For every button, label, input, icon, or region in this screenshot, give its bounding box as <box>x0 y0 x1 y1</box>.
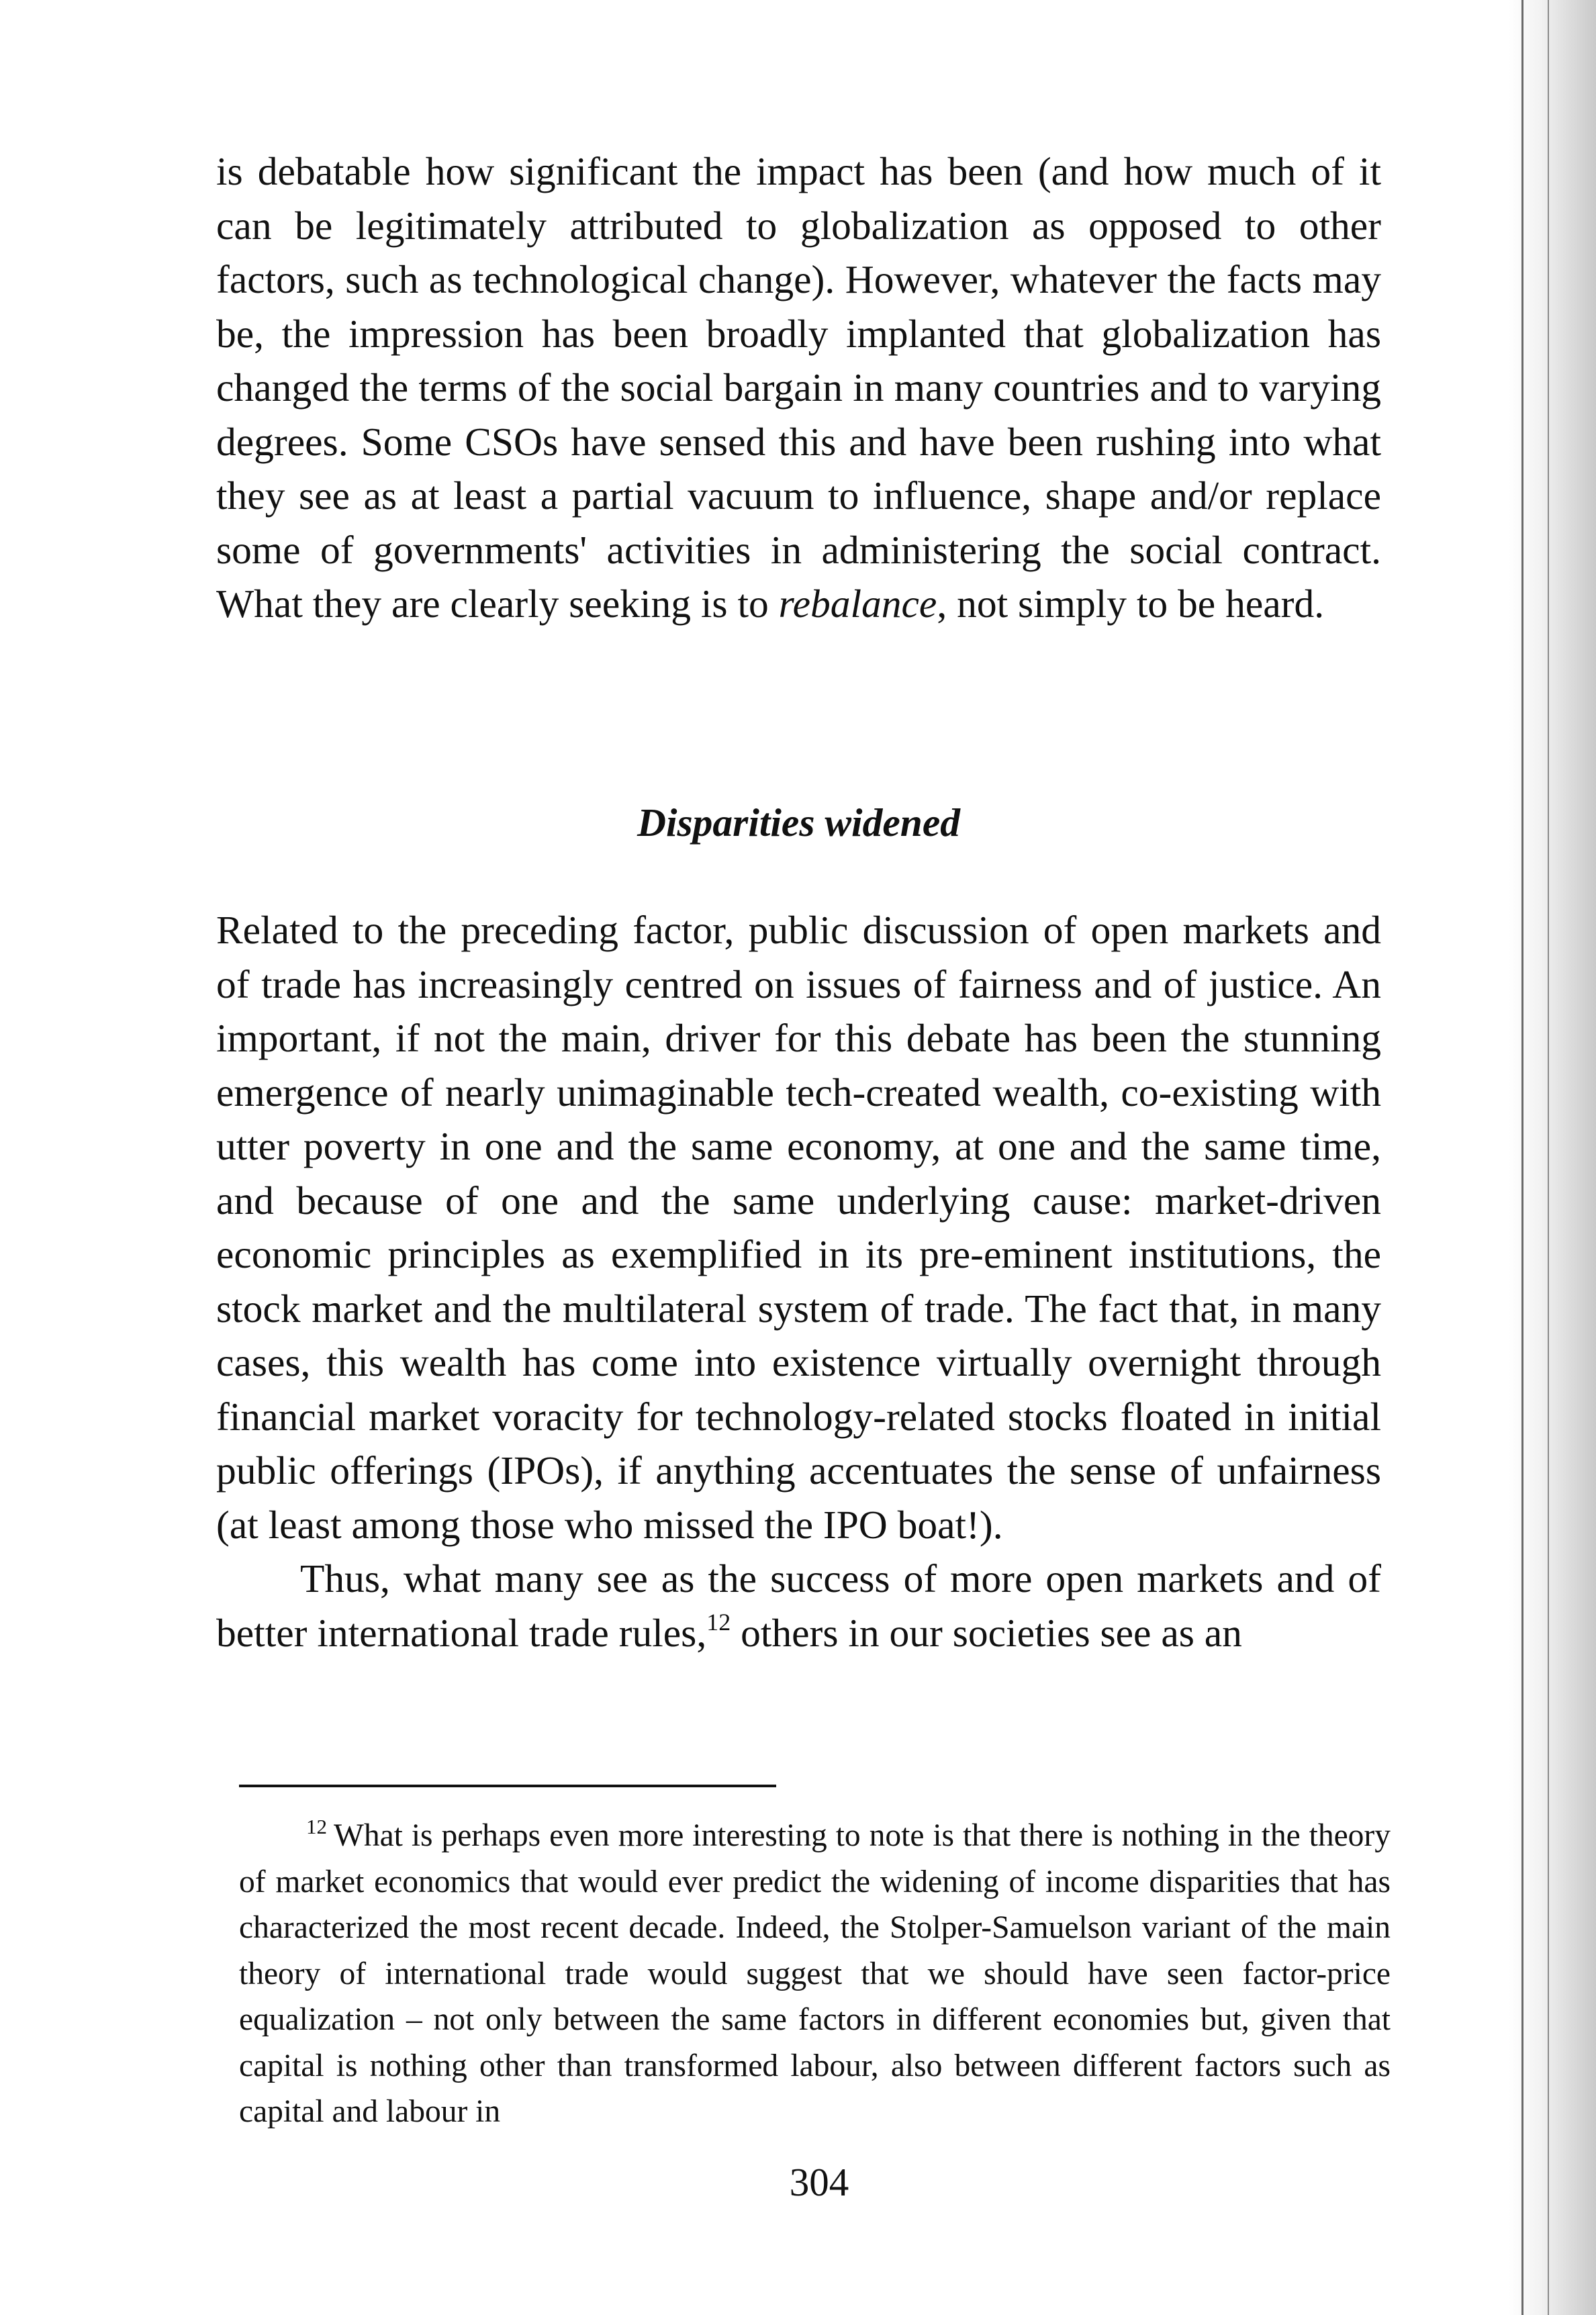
paragraph <box>216 144 1381 631</box>
section-heading: Disparities widened <box>637 800 960 845</box>
italic-emphasis: rebalance <box>778 581 937 626</box>
paragraph-text: is debatable how significant the impact has been (and how much of it can be legitimately attributed to globalization as opposed to other factors, such as technological change). However, whatever the facts may be, the impression has been broadly implanted that globalization has changed the terms of the social bargain in many countries and to varying degrees. Some CSOs have sensed this and have been rushing into what they see as at least a partial vacuum to influence, shape and/or replace some of governments' activities in administering the social contract. What they are clearly seeking is to <box>216 149 1381 626</box>
page-edge-line <box>1548 0 1549 2315</box>
footnote-text: What is perhaps even more interesting to note is that there is nothing in the theory of market economics that would ever predict the widening of income disparities that has characterized the most recent decade. Indeed, the Stolper-Samuelson variant of the main theory of international trade would suggest that we should have seen factor-price equalization – not only between the same factors in different economies but, given that capital is nothing other than transformed labour, also between different factors such as capital and labour in <box>239 1818 1391 2129</box>
footnote-separator <box>239 1785 776 1787</box>
paragraph-text: , not simply to be heard. <box>937 581 1325 626</box>
footnote <box>239 1813 1391 2135</box>
page-edge-line <box>1521 0 1523 2315</box>
body-text-top <box>216 144 1381 631</box>
paragraph-text: Thus, what many see as the success of more open markets and of better international trade rules, <box>216 1556 1381 1655</box>
paragraph <box>216 1552 1381 1660</box>
body-text-bottom <box>216 903 1381 1660</box>
paragraph: Related to the preceding factor, public discussion of open markets and of trade has increasingly centred on issues of fairness and of justice. An important, if not the main, driver for this debate has been the stunning emergence of nearly unimaginable tech-created wealth, co-existing with utter poverty in one and the same economy, at one and the same time, and because of one and the same underlying cause: market-driven economic principles as exemplified in its pre-eminent institutions, the stock market and the multilateral system of trade. The fact that, in many cases, this wealth has come into existence virtually overnight through financial market voracity for technology-related stocks floated in initial public offerings (IPOs), if anything accentuates the sense of unfairness (at least among those who missed the IPO boat!). <box>216 908 1381 1547</box>
paragraph-text: others in our societies see as an <box>731 1610 1242 1655</box>
footnote-reference: 12 <box>706 1608 731 1636</box>
footnote-number: 12 <box>306 1815 327 1838</box>
page-number: 304 <box>789 2160 849 2204</box>
